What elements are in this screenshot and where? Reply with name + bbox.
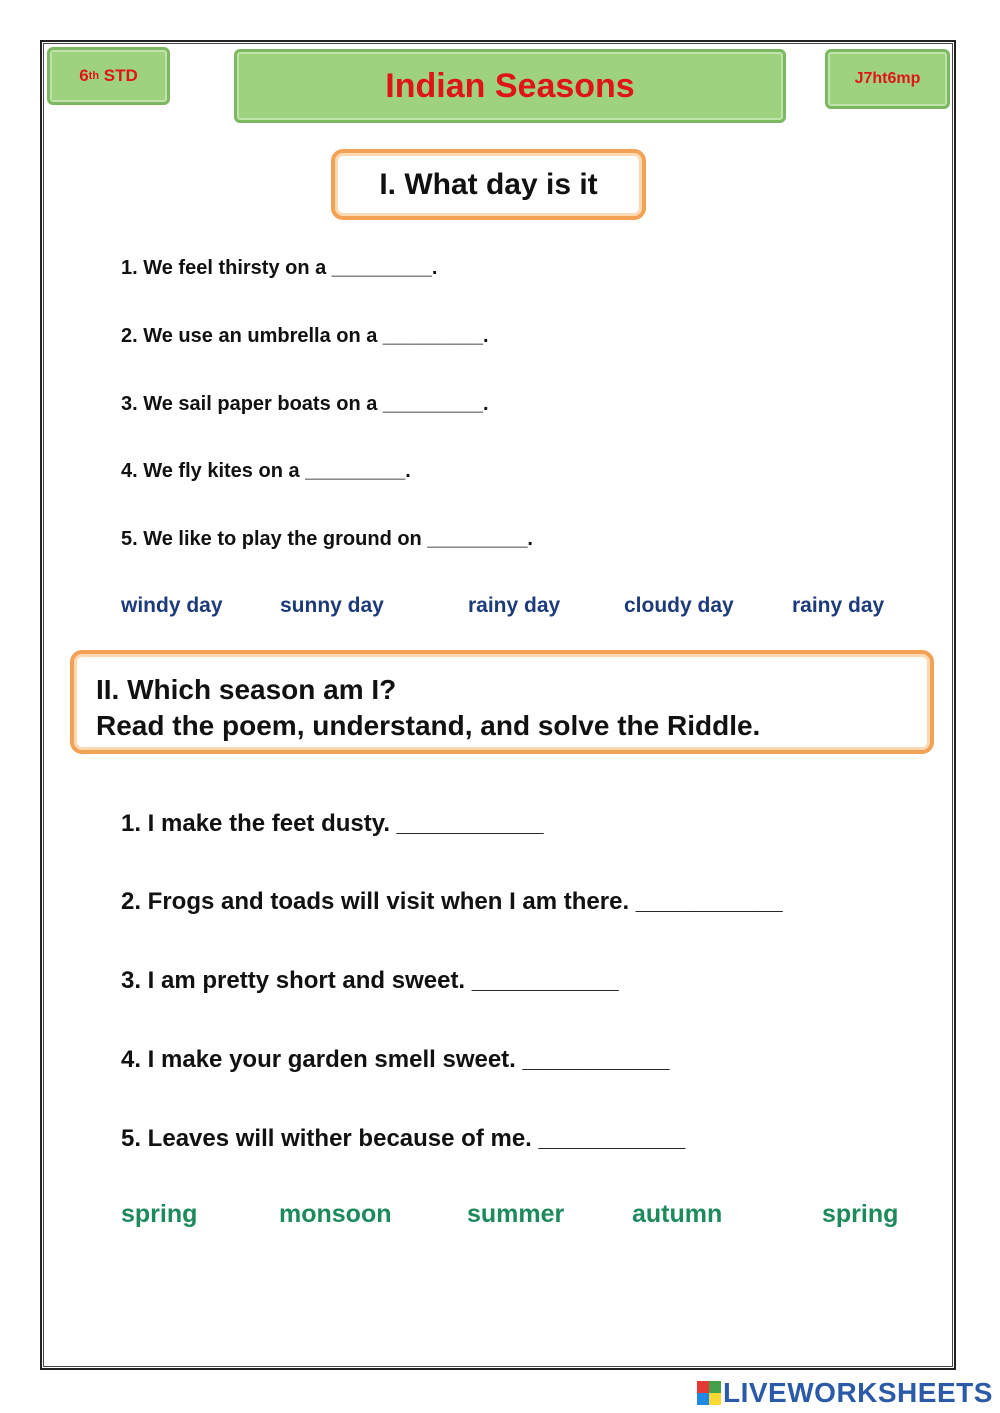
section2-question: 5. Leaves will wither because of me. ___________	[121, 1125, 686, 1152]
liveworksheets-logo-text: LIVEWORKSHEETS	[723, 1377, 993, 1408]
section2-question: 1. I make the feet dusty. ___________	[121, 810, 544, 837]
section1-question: 3. We sail paper boats on a _________.	[121, 393, 489, 415]
section2-heading-line2: Read the poem, understand, and solve the Riddle.	[96, 710, 761, 741]
grade-suffix: th	[88, 70, 100, 82]
section2-option: spring	[121, 1200, 198, 1228]
grade-number: 6	[79, 66, 89, 85]
section2-heading-line1: II. Which season am I?	[96, 674, 397, 705]
section2-question: 4. I make your garden smell sweet. ___________	[121, 1046, 670, 1073]
section1-option: rainy day	[792, 594, 885, 617]
liveworksheets-logo-icon	[697, 1381, 721, 1405]
section1-option: sunny day	[280, 594, 384, 617]
section1-question: 1. We feel thirsty on a _________.	[121, 257, 438, 279]
section1-question: 5. We like to play the ground on _________.	[121, 528, 533, 550]
section2-option: summer	[467, 1200, 565, 1228]
section2-question: 2. Frogs and toads will visit when I am there. ___________	[121, 888, 783, 915]
section2-option: autumn	[632, 1200, 723, 1228]
section1-option: rainy day	[468, 594, 561, 617]
liveworksheets-logo	[697, 1378, 993, 1408]
worksheet-code-badge	[825, 49, 950, 109]
section2-question: 3. I am pretty short and sweet. ___________	[121, 967, 619, 994]
worksheet-title	[234, 49, 786, 123]
section1-heading-box	[331, 149, 646, 220]
section2-option: monsoon	[279, 1200, 392, 1228]
section1-heading: I. What day is it	[379, 167, 598, 201]
section1-option: windy day	[121, 594, 223, 617]
section2-heading-box	[70, 650, 934, 754]
worksheet-code: J7ht6mp	[854, 70, 921, 87]
worksheet-title-text: Indian Seasons	[385, 66, 635, 105]
grade-badge	[47, 47, 170, 105]
grade-label: STD	[103, 66, 138, 85]
section1-question: 4. We fly kites on a _________.	[121, 460, 411, 482]
section2-option: spring	[822, 1200, 899, 1228]
section1-question: 2. We use an umbrella on a _________.	[121, 325, 489, 347]
section1-option: cloudy day	[624, 594, 734, 617]
